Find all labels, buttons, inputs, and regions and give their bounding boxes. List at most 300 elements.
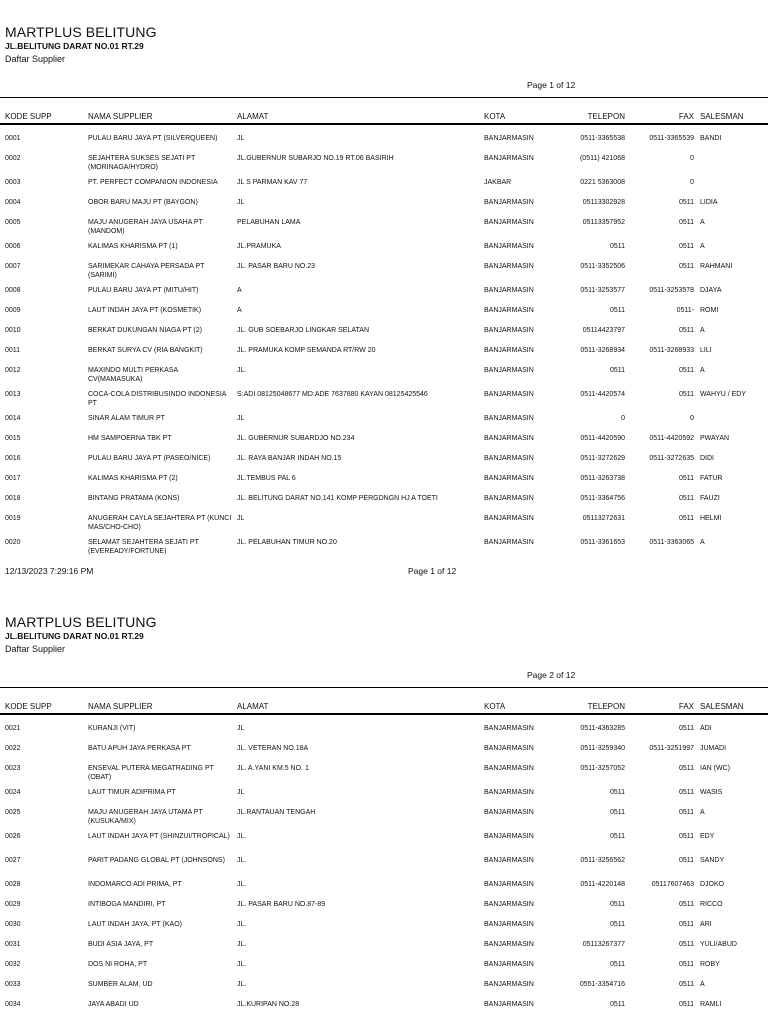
salesman-cell: ROBY — [700, 961, 720, 968]
table-row — [0, 936, 768, 956]
header-rule-bottom — [0, 713, 768, 715]
kota-cell: BANJARMASIN — [484, 391, 534, 398]
telepon-cell: 0511 — [609, 243, 625, 250]
salesman-cell: DJOKO — [700, 881, 725, 888]
header-rule-top — [0, 687, 768, 688]
salesman-cell: BANDI — [700, 135, 722, 142]
alamat-cell: JL — [237, 199, 245, 206]
kode-cell: 0010 — [5, 327, 21, 334]
nama-cell: KALIMAS KHARISMA PT (2) — [88, 475, 178, 482]
salesman-cell: RICCO — [700, 901, 723, 908]
kode-cell: 0022 — [5, 745, 21, 752]
telepon-cell: (0511) 421068 — [579, 155, 625, 162]
nama-cell: PT. PERFECT COMPANION INDONESIA — [88, 179, 218, 186]
telepon-cell: 0511-4363285 — [580, 725, 625, 732]
fax-cell: 0511 — [678, 475, 694, 482]
table-row — [0, 302, 768, 322]
kode-cell: 0009 — [5, 307, 21, 314]
kode-cell: 0032 — [5, 961, 21, 968]
alamat-cell: JL. RAYA BANJAR INDAH NO.15 — [237, 455, 342, 462]
telepon-cell: 0221 5363008 — [580, 179, 625, 186]
nama-cell: HM SAMPOERNA TBK PT — [88, 435, 172, 442]
col-header-alamat: ALAMAT — [237, 112, 269, 121]
fax-cell: 0511 — [678, 263, 694, 270]
alamat-cell: JL. — [237, 857, 247, 864]
nama-cell: SINAR ALAM TIMUR PT — [88, 415, 165, 422]
nama-cell: DOS NI ROHA, PT — [88, 961, 148, 968]
kode-cell: 0025 — [5, 809, 21, 816]
alamat-cell: JL.GUBERNUR SUBARJO NO.19 RT.06 BASIRIH — [237, 155, 394, 162]
table-row — [0, 238, 768, 258]
table-row — [0, 430, 768, 450]
kota-cell: BANJARMASIN — [484, 921, 534, 928]
kode-cell: 0003 — [5, 179, 21, 186]
table-row — [0, 976, 768, 996]
salesman-cell: A — [700, 219, 705, 226]
salesman-cell: SANDY — [700, 857, 725, 864]
alamat-cell: A — [237, 287, 242, 294]
nama-cell: LAUT INDAH JAYA PT (SHINZUI/TROPICAL) — [88, 833, 230, 840]
fax-cell: 0511 — [678, 921, 694, 928]
nama-cell: PULAU BARU JAYA PT (SILVERQUEEN) — [88, 135, 218, 142]
nama-cell: SUMBER ALAM, UD — [88, 981, 153, 988]
salesman-cell: A — [700, 539, 705, 546]
telepon-cell: 0511 — [609, 833, 625, 840]
salesman-cell: IAN (WC) — [700, 765, 730, 772]
nama-cell: BUDI ASIA JAYA, PT — [88, 941, 154, 948]
nama-cell: PULAU BARU JAYA PT (PASEO/NICE) — [88, 455, 211, 462]
alamat-cell: JL. GUBERNUR SUBARDJO NO.234 — [237, 435, 355, 442]
telepon-cell: 0511 — [609, 961, 625, 968]
kota-cell: BANJARMASIN — [484, 455, 534, 462]
page-label: Page 1 of 12 — [527, 80, 576, 90]
kode-cell: 0019 — [5, 515, 21, 522]
kota-cell: BANJARMASIN — [484, 135, 534, 142]
nama-cell: KURANJI (VIT) — [88, 725, 136, 732]
report-page-2 — [0, 590, 768, 1024]
nama-cell: MAXINDO MULTI PERKASA CV(MAMASUKA) — [88, 367, 178, 383]
nama-cell: PULAU BARU JAYA PT (MITU/HIT) — [88, 287, 199, 294]
header-rule-bottom — [0, 123, 768, 125]
fax-cell: 0511 — [678, 789, 694, 796]
telepon-cell: 0511 — [609, 921, 625, 928]
fax-cell: 0511- — [676, 307, 694, 314]
alamat-cell: JL. BELITUNG DARAT NO.141 KOMP PERGDNGN HJ A TOETI — [237, 495, 438, 502]
salesman-cell: A — [700, 981, 705, 988]
kota-cell: BANJARMASIN — [484, 539, 534, 546]
alamat-cell: JL S PARMAN KAV 77 — [237, 179, 308, 186]
salesman-cell: FATUR — [700, 475, 723, 482]
alamat-cell: JL. PRAMUKA KOMP SEMANDA RT/RW 20 — [237, 347, 376, 354]
kota-cell: BANJARMASIN — [484, 435, 534, 442]
telepon-cell: 0511-3253577 — [580, 287, 625, 294]
kode-cell: 0012 — [5, 367, 21, 374]
col-header-nama: NAMA SUPPLIER — [88, 702, 153, 711]
kode-cell: 0026 — [5, 833, 21, 840]
kota-cell: BANJARMASIN — [484, 307, 534, 314]
kota-cell: BANJARMASIN — [484, 765, 534, 772]
company-address: JL.BELITUNG DARAT NO.01 RT.29 — [5, 631, 144, 641]
kode-cell: 0027 — [5, 857, 21, 864]
nama-cell: ANUGERAH CAYLA SEJAHTERA PT (KUNCI MAS/CHO-CHO) — [88, 515, 232, 531]
fax-cell: 0511 — [678, 327, 694, 334]
col-header-kode: KODE SUPP — [5, 702, 52, 711]
table-row — [0, 760, 768, 784]
salesman-cell: WAHYU / EDY — [700, 391, 747, 398]
col-header-telepon: TELEPON — [587, 112, 625, 121]
table-row — [0, 258, 768, 282]
fax-cell: 0511 — [678, 725, 694, 732]
salesman-cell: HELMI — [700, 515, 722, 522]
kode-cell: 0034 — [5, 1001, 21, 1008]
telepon-cell: 0511-3257052 — [580, 765, 625, 772]
kode-cell: 0006 — [5, 243, 21, 250]
alamat-cell: S:ADI 08125048677 MD:ADE 7637880 KAYAN 08125425546 — [237, 391, 428, 398]
alamat-cell: JL — [237, 725, 245, 732]
telepon-cell: 05114423797 — [582, 327, 625, 334]
col-header-salesman: SALESMAN — [700, 112, 744, 121]
alamat-cell: JL — [237, 515, 245, 522]
table-row — [0, 322, 768, 342]
fax-cell: 0511 — [678, 495, 694, 502]
nama-cell: LAUT INDAH JAYA, PT (KAO) — [88, 921, 183, 928]
salesman-cell: LILI — [700, 347, 712, 354]
table-row — [0, 342, 768, 362]
telepon-cell: 0511-3259340 — [580, 745, 625, 752]
kota-cell: BANJARMASIN — [484, 881, 534, 888]
kode-cell: 0004 — [5, 199, 21, 206]
alamat-cell: JL — [237, 789, 245, 796]
salesman-cell: ADI — [700, 725, 712, 732]
alamat-cell: JL.RANTAUAN TENGAH — [237, 809, 316, 816]
col-header-kode: KODE SUPP — [5, 112, 52, 121]
fax-cell: 0511 — [678, 391, 694, 398]
kode-cell: 0024 — [5, 789, 21, 796]
fax-cell: 0511-3363065 — [649, 539, 694, 546]
telepon-cell: 0511 — [609, 901, 625, 908]
salesman-cell: FAUZI — [700, 495, 720, 502]
kode-cell: 0001 — [5, 135, 21, 142]
kode-cell: 0033 — [5, 981, 21, 988]
kota-cell: BANJARMASIN — [484, 347, 534, 354]
fax-cell: 0 — [690, 179, 694, 186]
salesman-cell: JUMADI — [700, 745, 727, 752]
nama-cell: OBOR BARU MAJU PT (BAYGON) — [88, 199, 198, 206]
fax-cell: 0511-3253578 — [649, 287, 694, 294]
kota-cell: BANJARMASIN — [484, 833, 534, 840]
kode-cell: 0015 — [5, 435, 21, 442]
table-row — [0, 510, 768, 534]
telepon-cell: 0511-3352506 — [580, 263, 625, 270]
table-row — [0, 534, 768, 558]
table-row — [0, 804, 768, 828]
table-row — [0, 386, 768, 410]
fax-cell: 0511 — [678, 367, 694, 374]
kota-cell: BANJARMASIN — [484, 495, 534, 502]
fax-cell: 0511 — [678, 515, 694, 522]
kode-cell: 0021 — [5, 725, 21, 732]
nama-cell: SELAMAT SEJAHTERA SEJATI PT (EVEREADY/FORTUNE) — [88, 539, 199, 555]
kode-cell: 0031 — [5, 941, 21, 948]
telepon-cell: 0511-3361653 — [580, 539, 625, 546]
telepon-cell: 0511-3263738 — [580, 475, 625, 482]
salesman-cell: ROMI — [700, 307, 719, 314]
nama-cell: ENSEVAL PUTERA MEGATRADING PT (OBAT) — [88, 765, 214, 781]
table-row — [0, 828, 768, 852]
kode-cell: 0007 — [5, 263, 21, 270]
footer-page-label: Page 1 of 12 — [408, 566, 457, 576]
company-address: JL.BELITUNG DARAT NO.01 RT.29 — [5, 41, 144, 51]
salesman-cell: A — [700, 367, 705, 374]
fax-cell: 0 — [690, 155, 694, 162]
fax-cell: 0511-3365539 — [649, 135, 694, 142]
fax-cell: 0511 — [678, 809, 694, 816]
telepon-cell: 0551-3354716 — [579, 981, 625, 988]
salesman-cell: A — [700, 809, 705, 816]
telepon-cell: 0511-3256562 — [580, 857, 625, 864]
telepon-cell: 0 — [621, 415, 625, 422]
kota-cell: BANJARMASIN — [484, 327, 534, 334]
col-header-kota: KOTA — [484, 702, 506, 711]
fax-cell: 0511 — [678, 1001, 694, 1008]
fax-cell: 05117607463 — [651, 881, 694, 888]
kota-cell: BANJARMASIN — [484, 961, 534, 968]
salesman-cell: A — [700, 243, 705, 250]
salesman-cell: A — [700, 327, 705, 334]
table-row — [0, 996, 768, 1016]
telepon-cell: 0511-3364756 — [580, 495, 625, 502]
table-row — [0, 150, 768, 174]
nama-cell: KALIMAS KHARISMA PT (1) — [88, 243, 178, 250]
telepon-cell: 0511-3365538 — [580, 135, 625, 142]
table-row — [0, 852, 768, 876]
alamat-cell: JL. VETERAN NO.18A — [237, 745, 309, 752]
fax-cell: 0511-3251997 — [649, 745, 694, 752]
page-label: Page 2 of 12 — [527, 670, 576, 680]
salesman-cell: ARI — [700, 921, 712, 928]
kode-cell: 0028 — [5, 881, 21, 888]
telepon-cell: 0511-4420590 — [580, 435, 625, 442]
kode-cell: 0017 — [5, 475, 21, 482]
alamat-cell: JL. — [237, 981, 247, 988]
col-header-alamat: ALAMAT — [237, 702, 269, 711]
nama-cell: SARIMEKAR CAHAYA PERSADA PT (SARIMI) — [88, 263, 205, 279]
table-row — [0, 174, 768, 194]
salesman-cell: WASIS — [700, 789, 723, 796]
table-row — [0, 896, 768, 916]
kode-cell: 0023 — [5, 765, 21, 772]
kota-cell: BANJARMASIN — [484, 745, 534, 752]
telepon-cell: 0511-3268934 — [580, 347, 625, 354]
nama-cell: LAUT TIMUR ADIPRIMA PT — [88, 789, 176, 796]
fax-cell: 0511 — [678, 199, 694, 206]
telepon-cell: 05113272631 — [582, 515, 625, 522]
fax-cell: 0511 — [678, 243, 694, 250]
table-row — [0, 214, 768, 238]
nama-cell: BERKAT SURYA CV (RIA BANGKIT) — [88, 347, 203, 354]
kota-cell: BANJARMASIN — [484, 263, 534, 270]
salesman-cell: DIDI — [700, 455, 714, 462]
report-title: Daftar Supplier — [5, 54, 66, 64]
nama-cell: BATU APUH JAYA PERKASA PT — [88, 745, 191, 752]
fax-cell: 0511 — [678, 833, 694, 840]
telepon-cell: 0511 — [609, 367, 625, 374]
kota-cell: BANJARMASIN — [484, 155, 534, 162]
kota-cell: BANJARMASIN — [484, 219, 534, 226]
col-header-fax: FAX — [678, 112, 694, 121]
kode-cell: 0011 — [5, 347, 21, 354]
telepon-cell: 0511 — [609, 1001, 625, 1008]
nama-cell: MAJU ANUGERAH JAYA USAHA PT (MANDOM) — [88, 219, 203, 235]
kode-cell: 0029 — [5, 901, 21, 908]
kode-cell: 0018 — [5, 495, 21, 502]
fax-cell: 0511 — [678, 941, 694, 948]
telepon-cell: 0511-4220148 — [580, 881, 625, 888]
col-header-telepon: TELEPON — [587, 702, 625, 711]
fax-cell: 0511-3272635 — [649, 455, 694, 462]
kode-cell: 0005 — [5, 219, 21, 226]
kota-cell: BANJARMASIN — [484, 199, 534, 206]
alamat-cell: A — [237, 307, 242, 314]
salesman-cell: EDY — [700, 833, 715, 840]
table-row — [0, 470, 768, 490]
alamat-cell: JL.KURIPAN NO.28 — [237, 1001, 300, 1008]
salesman-cell: DJAYA — [700, 287, 722, 294]
table-row — [0, 784, 768, 804]
table-row — [0, 720, 768, 740]
telepon-cell: 05113267377 — [582, 941, 625, 948]
telepon-cell: 05113302928 — [582, 199, 625, 206]
alamat-cell: JL. — [237, 921, 247, 928]
salesman-cell: PWAYAN — [700, 435, 730, 442]
telepon-cell: 0511 — [609, 809, 625, 816]
col-header-salesman: SALESMAN — [700, 702, 744, 711]
fax-cell: 0511-3268933 — [649, 347, 694, 354]
alamat-cell: JL. — [237, 833, 247, 840]
report-title: Daftar Supplier — [5, 644, 66, 654]
header-rule-top — [0, 97, 768, 98]
alamat-cell: JL — [237, 135, 245, 142]
kota-cell: BANJARMASIN — [484, 941, 534, 948]
alamat-cell: JL. PASAR BARU NO.87-89 — [237, 901, 326, 908]
table-row — [0, 740, 768, 760]
table-row — [0, 410, 768, 430]
nama-cell: LAUT INDAH JAYA PT (KOSMETIK) — [88, 307, 202, 314]
kode-cell: 0013 — [5, 391, 21, 398]
nama-cell: COCA-COLA DISTRIBUSINDO INDONESIA PT — [88, 391, 227, 407]
alamat-cell: JL. — [237, 881, 247, 888]
alamat-cell: JL — [237, 415, 245, 422]
kota-cell: BANJARMASIN — [484, 981, 534, 988]
print-datetime: 12/13/2023 7:29:16 PM — [5, 566, 94, 576]
table-row — [0, 130, 768, 150]
nama-cell: BERKAT DUKUNGAN NIAGA PT (2) — [88, 327, 202, 334]
table-row — [0, 282, 768, 302]
supplier-table — [0, 720, 768, 1016]
kode-cell: 0002 — [5, 155, 21, 162]
alamat-cell: JL.TEMBUS PAL 6 — [237, 475, 296, 482]
kota-cell: BANJARMASIN — [484, 367, 534, 374]
fax-cell: 0511-4420592 — [649, 435, 694, 442]
telepon-cell: 0511-3272629 — [580, 455, 625, 462]
table-row — [0, 876, 768, 896]
table-row — [0, 490, 768, 510]
fax-cell: 0511 — [678, 765, 694, 772]
salesman-cell: YULI/ABUD — [700, 941, 737, 948]
kota-cell: BANJARMASIN — [484, 243, 534, 250]
fax-cell: 0511 — [678, 857, 694, 864]
kota-cell: BANJARMASIN — [484, 415, 534, 422]
telepon-cell: 0511-4420574 — [580, 391, 625, 398]
kode-cell: 0008 — [5, 287, 21, 294]
kota-cell: BANJARMASIN — [484, 515, 534, 522]
alamat-cell: JL.PRAMUKA — [237, 243, 281, 250]
alamat-cell: JL. A.YANI KM.5 NO. 1 — [237, 765, 309, 772]
alamat-cell: JL. GUB SOEBARJO LINGKAR SELATAN — [237, 327, 369, 334]
fax-cell: 0511 — [678, 981, 694, 988]
fax-cell: 0511 — [678, 219, 694, 226]
kota-cell: JAKBAR — [484, 179, 512, 186]
nama-cell: PARIT PADANG GLOBAL PT (JOHNSONS) — [88, 857, 225, 864]
kota-cell: BANJARMASIN — [484, 809, 534, 816]
table-row — [0, 362, 768, 386]
fax-cell: 0 — [690, 415, 694, 422]
kota-cell: BANJARMASIN — [484, 475, 534, 482]
salesman-cell: RAHMANI — [700, 263, 733, 270]
fax-cell: 0511 — [678, 961, 694, 968]
nama-cell: SEJAHTERA SUKSES SEJATI PT (MORINAGA/HYDRO) — [88, 155, 196, 171]
kode-cell: 0016 — [5, 455, 21, 462]
telepon-cell: 0511 — [609, 789, 625, 796]
kota-cell: BANJARMASIN — [484, 725, 534, 732]
company-name: MARTPLUS BELITUNG — [5, 24, 157, 40]
fax-cell: 0511 — [678, 901, 694, 908]
table-row — [0, 956, 768, 976]
alamat-cell: JL. — [237, 941, 247, 948]
kota-cell: BANJARMASIN — [484, 1001, 534, 1008]
kota-cell: BANJARMASIN — [484, 901, 534, 908]
telepon-cell: 0511 — [609, 307, 625, 314]
table-row — [0, 450, 768, 470]
alamat-cell: JL. — [237, 961, 247, 968]
nama-cell: MAJU ANUGERAH JAYA UTAMA PT (KUSUKA/MIX) — [88, 809, 203, 825]
col-header-fax: FAX — [678, 702, 694, 711]
kode-cell: 0014 — [5, 415, 21, 422]
nama-cell: INDOMARCO ADI PRIMA, PT — [88, 881, 182, 888]
nama-cell: INTIBOGA MANDIRI, PT — [88, 901, 166, 908]
alamat-cell: JL. — [237, 367, 247, 374]
kota-cell: BANJARMASIN — [484, 287, 534, 294]
col-header-nama: NAMA SUPPLIER — [88, 112, 153, 121]
alamat-cell: PELABUHAN LAMA — [237, 219, 301, 226]
table-row — [0, 194, 768, 214]
nama-cell: BINTANG PRATAMA (KONS) — [88, 495, 180, 502]
supplier-table — [0, 130, 768, 558]
company-name: MARTPLUS BELITUNG — [5, 614, 157, 630]
table-row — [0, 916, 768, 936]
alamat-cell: JL. PASAR BARU NO.23 — [237, 263, 316, 270]
kode-cell: 0030 — [5, 921, 21, 928]
kode-cell: 0020 — [5, 539, 21, 546]
nama-cell: JAYA ABADI UD — [88, 1001, 139, 1008]
kota-cell: BANJARMASIN — [484, 789, 534, 796]
telepon-cell: 05113357952 — [582, 219, 625, 226]
salesman-cell: LIDIA — [700, 199, 718, 206]
salesman-cell: RAMLI — [700, 1001, 722, 1008]
col-header-kota: KOTA — [484, 112, 506, 121]
kota-cell: BANJARMASIN — [484, 857, 534, 864]
alamat-cell: JL. PELABUHAN TIMUR NO.20 — [237, 539, 337, 546]
